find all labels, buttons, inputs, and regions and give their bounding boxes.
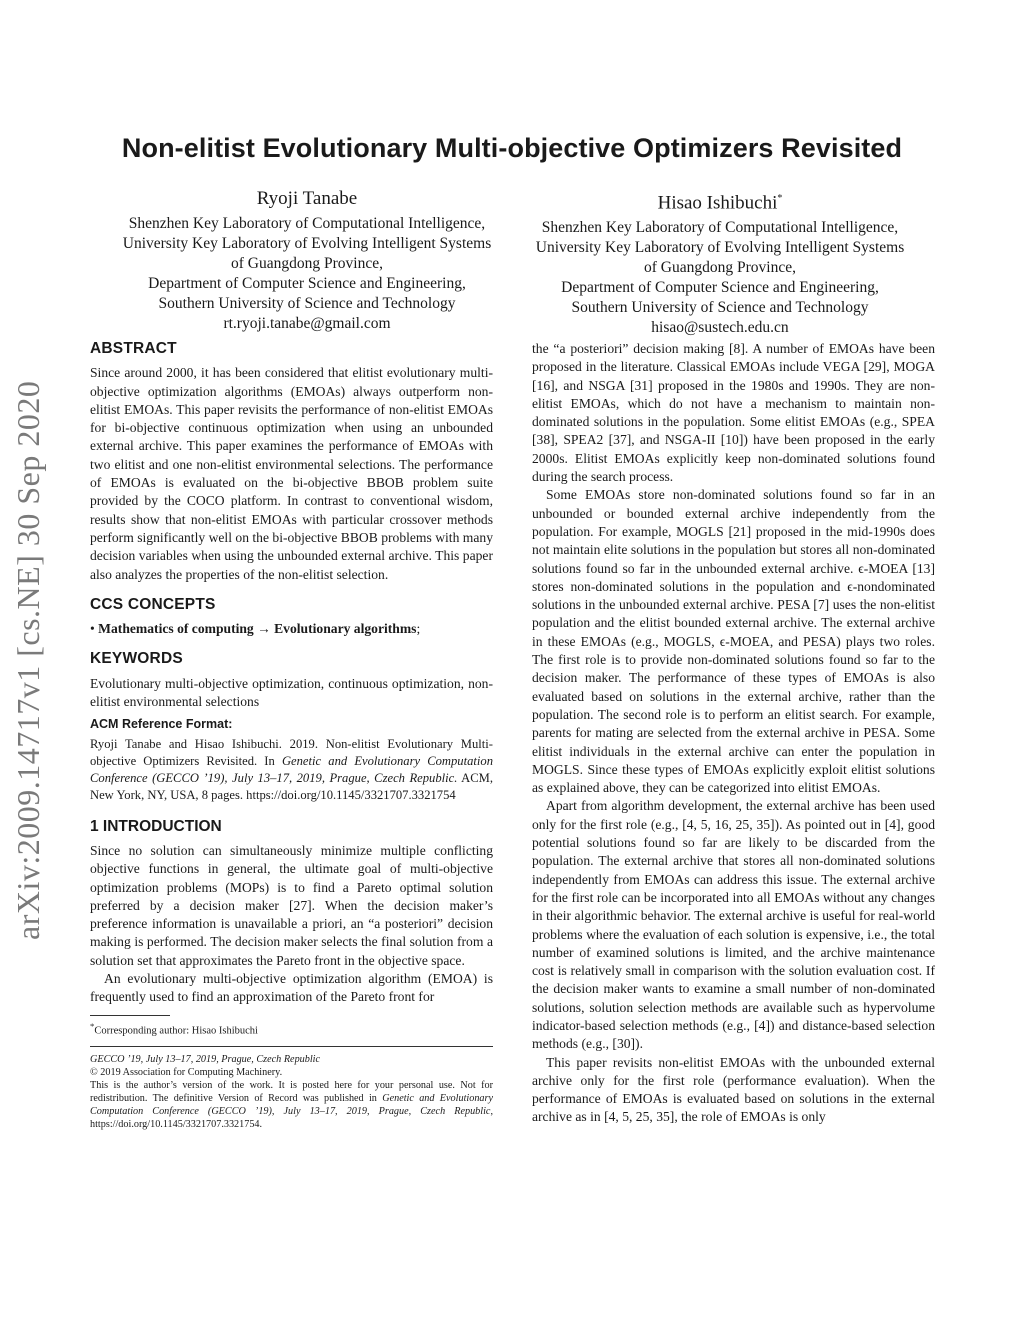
copyright-line: © 2019 Association for Computing Machinery. [90, 1066, 283, 1078]
keywords-text: Evolutionary multi-objective optimization, continuous optimization, non-elitist environmental selections [90, 675, 493, 710]
copyright-conf: GECCO ’19, July 13–17, 2019, Prague, Czech Republic [90, 1053, 321, 1065]
affiliation-line: Department of Computer Science and Engineering, [561, 279, 879, 297]
keywords-heading: KEYWORDS [90, 650, 183, 668]
author-email: rt.ryoji.tanabe@gmail.com [223, 315, 391, 332]
affiliation-line: Southern University of Science and Technology [158, 295, 456, 312]
affiliation-line: Shenzhen Key Laboratory of Computational Intelligence, [541, 219, 899, 237]
right-column [532, 340, 935, 1127]
author-name: Ryoji Tanabe [256, 188, 358, 209]
abstract-heading: ABSTRACT [90, 340, 177, 357]
affiliation-line: Shenzhen Key Laboratory of Computational Intelligence, [128, 215, 486, 232]
author-block-1 [97, 186, 517, 334]
ccs-concepts: • Mathematics of computing → Evolutionary algorithms; [90, 621, 421, 637]
abstract-text: Since around 2000, it has been considered that elitist evolutionary multi-objective optimization algorithms (EMOAs) always outperform non-elitist EMOAs. This paper revisits the performance of non-elitist EMOAs for bi-objective continuous optimization when using an unbounded external archive. This paper examines the performance of EMOAs with two elitist and one non-elitist environmental selections. The performance of EMOAs is evaluated on the bi-objective BBOB problem suite provided by the COCO platform. In contrast to conventional wisdom, results show that non-elitist EMOAs with particular crossover methods perform significantly well on the bi-objective BBOB problems with many decision variables when using the unbounded external archive. This paper also analyzes the properties of the non-elitist selection. [90, 365, 493, 582]
paper-title: Non-elitist Evolutionary Multi-objective Optimizers Revisited [121, 133, 903, 163]
author-email: hisao@sustech.edu.cn [651, 319, 789, 337]
copyright-line: This is the author’s version of the work. It is posted here for your personal use. Not for redistribution. The definitive Version of Record was published in Genetic and Evolutionary Computation Conference (GECCO ’19), July 13–17, 2019, Prague, Czech Republic, https://doi.org/10.1145/3321707.3321754. [90, 1079, 494, 1130]
affiliation-line: Department of Computer Science and Engineering, [148, 275, 466, 292]
affiliation-line: of Guangdong Province, [644, 259, 796, 277]
copyright-block [90, 1053, 493, 1131]
author-name: Hisao Ishibuchi* [657, 192, 783, 214]
body-paragraph: the “a posteriori” decision making [8]. A number of EMOAs have been proposed in the literature. Classical EMOAs include VEGA [29], MOGA [16], and NSGA [31] proposed in the 1980s and 1990s. They are non-elitist EMOAs, which do not have a mechanism to maintain non-dominated solutions in the population. Some elitist EMOAs (e.g., SPEA [38], SPEA2 [37], and NSGA-II [10]) have been proposed in the early 2000s. Elitist EMOAs explicitly keep non-dominated solutions found during the search process. [532, 341, 935, 485]
footnote: *Corresponding author: Hisao Ishibuchi [90, 1020, 258, 1037]
copyright-rule [90, 1046, 493, 1047]
intro-paragraph: Since no solution can simultaneously minimize multiple conflicting objective functions in general, the ultimate goal of multi-objective optimization problems (MOPs) is to find a Pareto optimal solution preferred by a decision maker [27]. When the decision maker’s preference information is unavailable a priori, an “a posteriori” decision making is performed. The decision maker selects the final solution from a solution set that approximates the Pareto front in the objective space. [90, 842, 493, 968]
author-block-2 [510, 186, 930, 338]
arxiv-stamp: arXiv:2009.14717v1 [cs.NE] 30 Sep 2020 [10, 380, 46, 940]
body-paragraph: Some EMOAs store non-dominated solutions found so far in an unbounded or bounded external archive independently from the population. For example, MOGLS [21] proposed in the mid-1990s does not maintain elite solutions in the population but stores all non-dominated solutions found so far in the unbounded external archive. ϵ-MOEA [13] stores non-dominated solutions in the population and ϵ-nondominated solutions in the unbounded external archive. PESA [7] uses the non-elitist population and the elitist bounded external archive. The external archive in these EMOAs (e.g., MOGLS, ϵ-MOEA, and PESA) plays two roles. The first role is to provide non-dominated solutions found so far to the decision maker. The performance of these types of EMOAs is also evaluated based on solutions in the external archive, rather than the population. The second role is to perform an elitist search. For example, parents for mating are selected from the external archive in PESA. Some elitist individuals in the external archive can enter the population in MOGLS. Since these types of EMOAs explicitly exploit elitist solutions as explained above, they can be categorized into elitist EMOAs. [532, 487, 935, 796]
left-column [90, 340, 493, 1131]
body-paragraph: Apart from algorithm development, the external archive has been used only for the first role (e.g., [4, 5, 16, 25, 35]). As pointed out in [4], good potential solutions found so far are likely to be discarded from the population. The external archive that stores all non-dominated solutions independently from EMOAs can address this issue. The external archive for the first role can be incorporated into all EMOAs without any changes in their algorithmic behavior. The external archive is useful for real-world problems where the evaluation of each solution is expensive, i.e., the total number of examined solutions is limited, and the archive maintenance cost is relatively small in comparison with the solution evaluation cost. If the decision maker wants to examine a small number of non-dominated solutions, solution selection methods are available such as hypervolume indicator-based selection methods (e.g., [4]) and distance-based selection methods (e.g., [30]). [532, 798, 935, 1052]
body-paragraph: This paper revisits non-elitist EMOAs with the unbounded external archive only for the first role (performance evaluation). When the performance of EMOAs is evaluated based on solutions in the external archive as in [4, 5, 25, 35], the role of EMOAs is only [532, 1054, 935, 1125]
affiliation-line: University Key Laboratory of Evolving Intelligent Systems [535, 239, 905, 257]
acm-reference: Ryoji Tanabe and Hisao Ishibuchi. 2019. Non-elitist Evolutionary Multi-objective Optimizers Revisited. In Genetic and Evolutionary Computation Conference (GECCO ’19), July 13–17, 2019, Prague, Czech Republic. ACM, New York, NY, USA, 8 pages. https://doi.org/10.1145/3321707.3321754 [90, 736, 493, 802]
intro-paragraph: An evolutionary multi-objective optimization algorithm (EMOA) is frequently used to find an approximation of the Pareto front for [90, 971, 493, 1005]
affiliation-line: University Key Laboratory of Evolving Intelligent Systems [122, 235, 492, 252]
intro-heading: 1 INTRODUCTION [90, 817, 222, 835]
acm-ref-heading: ACM Reference Format: [90, 717, 233, 732]
affiliation-line: of Guangdong Province, [231, 255, 383, 272]
affiliation-line: Southern University of Science and Technology [571, 299, 869, 317]
footnote-rule [90, 1015, 170, 1016]
ccs-heading: CCS CONCEPTS [90, 595, 216, 613]
